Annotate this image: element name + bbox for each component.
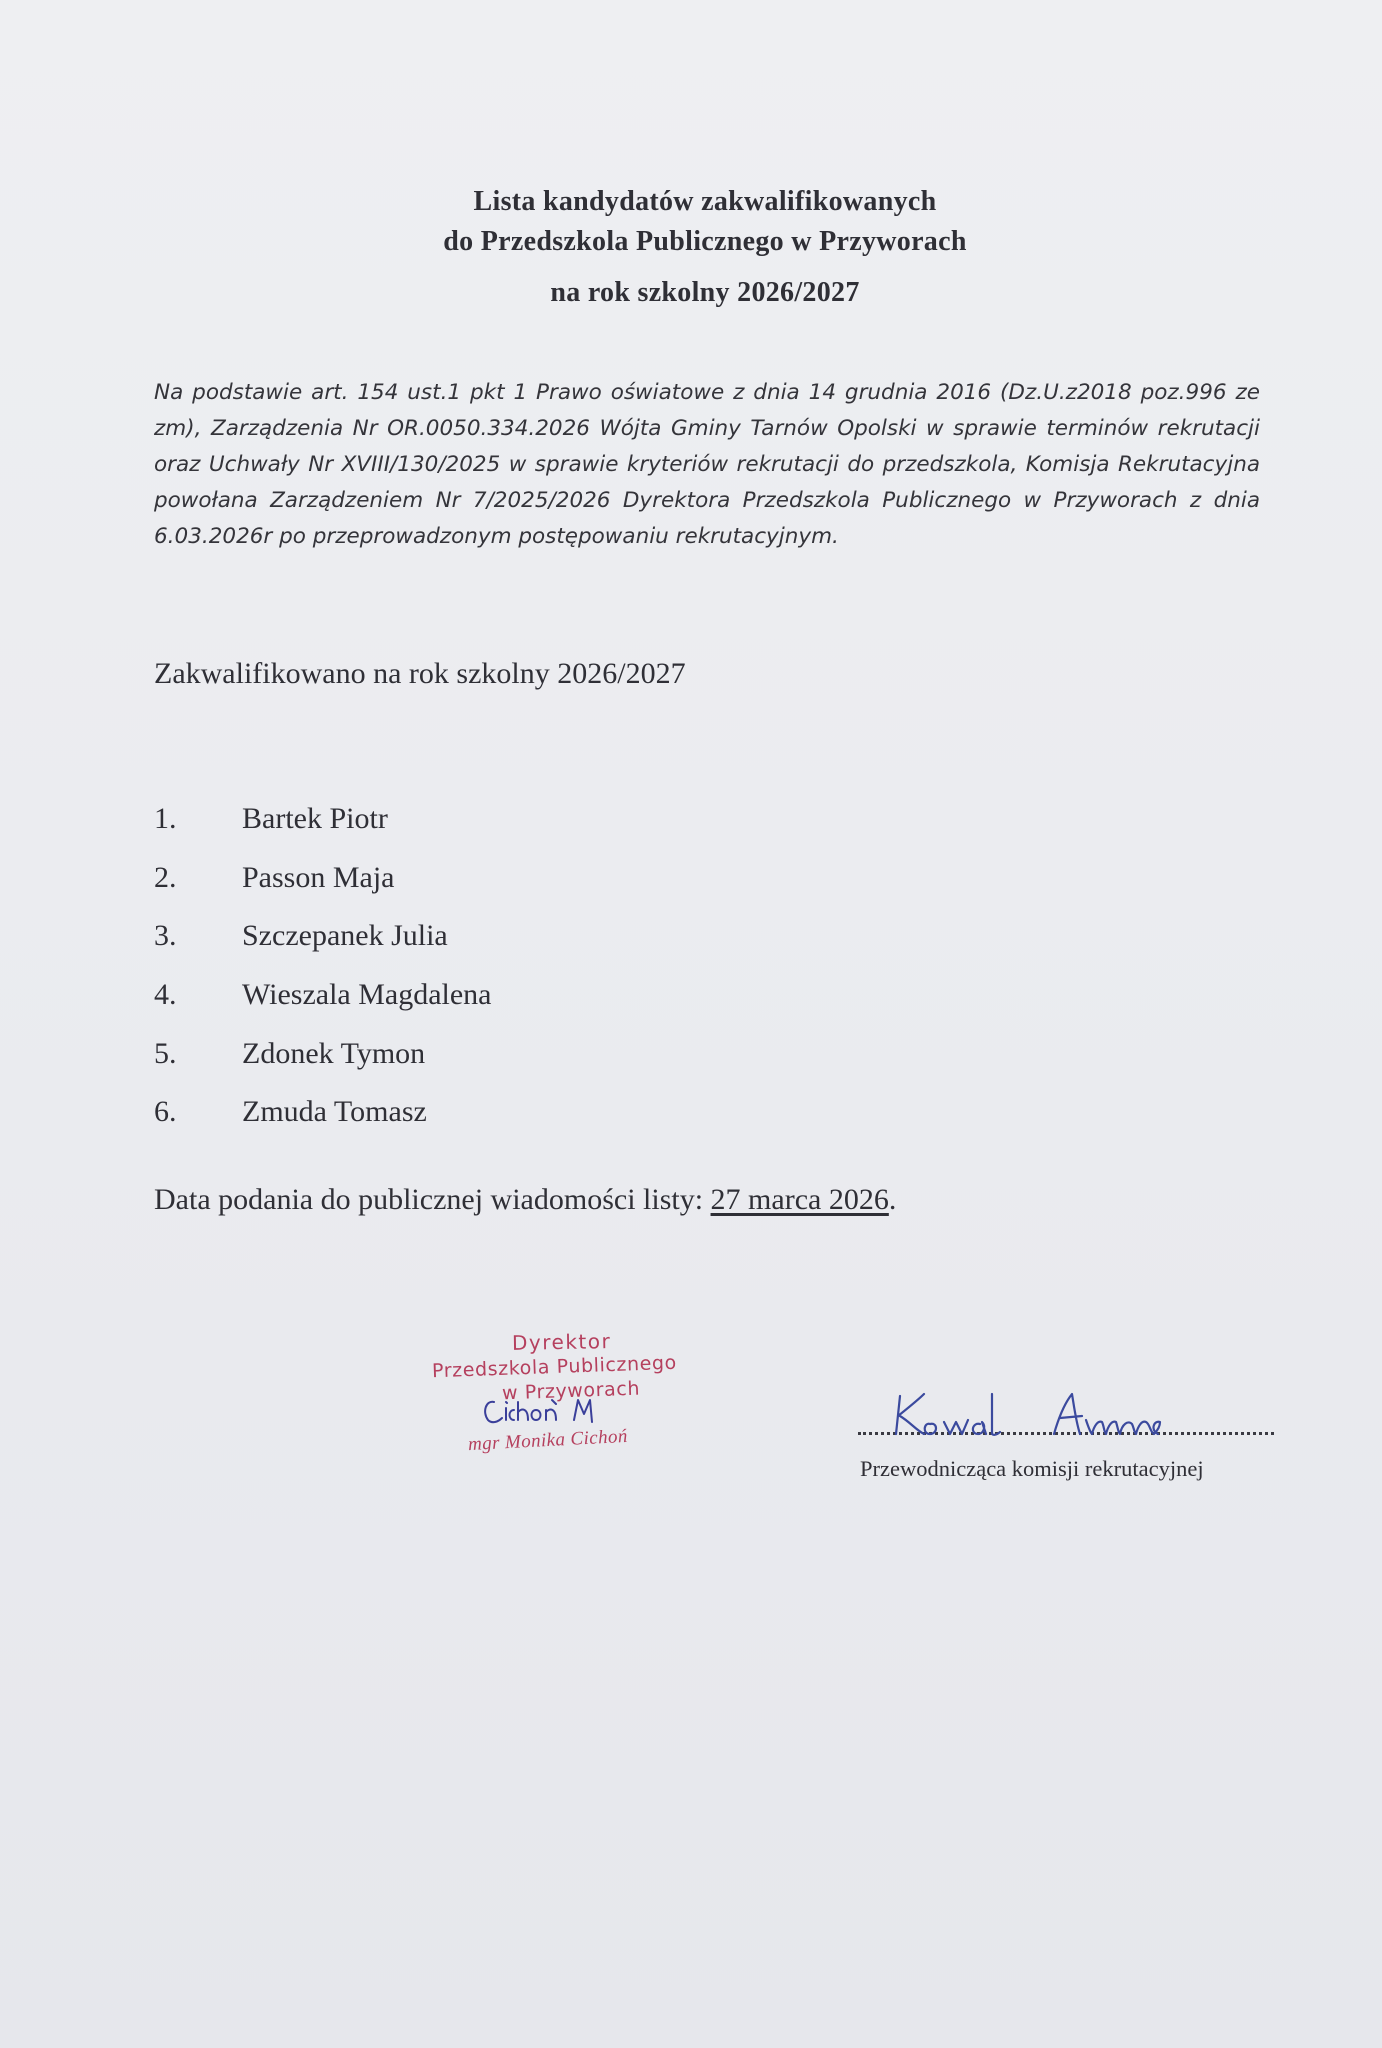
candidate-name: Wieszala Magdalena — [242, 978, 492, 1012]
candidate-number: 1. — [154, 802, 177, 836]
candidate-number: 3. — [154, 919, 177, 953]
candidate-number: 6. — [154, 1095, 177, 1129]
legal-basis-paragraph: Na podstawie art. 154 ust.1 pkt 1 Prawo oświatowe z dnia 14 grudnia 2016 (Dz.U.z2018 poz.996 ze zm), Zarządzenia Nr OR.0050.334.2026 Wójta Gminy Tarnów Opolski w sprawie terminów rekrutacji oraz Uchwały Nr XVIII/130/2025 w sprawie kryteriów rekrutacji do przedszkola, Komisja Rekrutacyjna powołana Zarządzeniem Nr 7/2025/2026 Dyrektora Przedszkola Publicznego w Przyworach z dnia 6.03.2026r po przeprowadzonym postępowaniu rekrutacyjnym. — [154, 380, 1260, 549]
candidate-name: Zmuda Tomasz — [242, 1095, 427, 1129]
candidate-item — [154, 907, 492, 966]
stamp-institution: Przedszkola Publicznego — [431, 1351, 678, 1383]
candidate-number: 4. — [154, 978, 177, 1012]
candidate-item — [154, 1083, 492, 1142]
publication-end: . — [888, 1183, 897, 1216]
candidate-name: Passon Maja — [242, 860, 395, 894]
chair-role: Przewodnicząca komisji rekrutacyjnej — [860, 1456, 1204, 1481]
candidate-item — [154, 790, 492, 849]
publication-date: 27 marca 2026 — [710, 1183, 889, 1216]
title-line-2: do Przedszkola Publicznego w Przyworach — [443, 226, 967, 257]
title-line-3: na rok szkolny 2026/2027 — [550, 277, 860, 308]
candidate-item — [154, 849, 492, 908]
chair-signature — [858, 1390, 1198, 1450]
candidate-name: Bartek Piotr — [242, 802, 388, 836]
candidate-item — [154, 1024, 492, 1083]
publication-date-line — [154, 1180, 896, 1220]
candidate-name: Szczepanek Julia — [242, 919, 448, 953]
title-line-1: Lista kandydatów zakwalifikowanych — [473, 186, 937, 217]
stamp-location: w Przyworach — [501, 1377, 641, 1405]
director-stamp — [420, 1326, 750, 1466]
candidate-number: 5. — [154, 1036, 177, 1070]
stamp-title: Dyrektor — [511, 1329, 612, 1355]
stamp-director-name: mgr Monika Cichoń — [467, 1425, 629, 1456]
candidate-name: Zdonek Tymon — [242, 1036, 426, 1070]
candidate-list — [154, 790, 492, 1142]
candidate-number: 2. — [154, 860, 177, 894]
chair-signature-block — [858, 1390, 1278, 1490]
publication-label: Data podania do publicznej wiadomości listy: — [154, 1183, 711, 1216]
qualified-heading: Zakwalifikowano na rok szkolny 2026/2027 — [154, 657, 686, 690]
candidate-item — [154, 966, 492, 1025]
